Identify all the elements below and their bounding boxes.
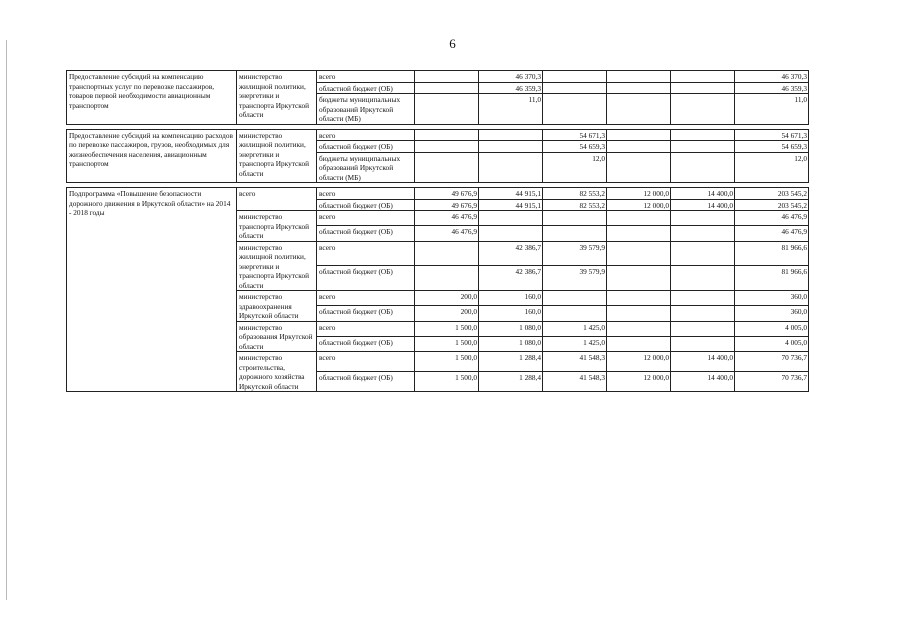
year-value-cell: 1 080,0 [479, 321, 543, 336]
year-value-cell [607, 226, 671, 241]
executor-cell: министерство жилищной политики, энергетики и транспорта Иркутской области [237, 129, 317, 183]
year-value-cell [479, 141, 543, 153]
year-value-cell: 1 500,0 [415, 321, 479, 336]
funding-source-cell: всего [317, 211, 415, 226]
total-cell: 54 671,3 [735, 129, 809, 141]
year-value-cell [607, 152, 671, 183]
year-value-cell: 46 359,3 [479, 82, 543, 94]
year-value-cell: 200,0 [415, 306, 479, 321]
funding-source-cell: областной бюджет (ОБ) [317, 141, 415, 153]
year-value-cell: 12 000,0 [607, 199, 671, 211]
year-value-cell: 160,0 [479, 306, 543, 321]
funding-source-cell: всего [317, 241, 415, 266]
funding-source-cell: всего [317, 188, 415, 200]
total-cell: 360,0 [735, 306, 809, 321]
year-value-cell: 200,0 [415, 291, 479, 306]
year-value-cell [415, 152, 479, 183]
funding-source-cell: областной бюджет (ОБ) [317, 226, 415, 241]
year-value-cell: 54 659,3 [543, 141, 607, 153]
year-value-cell: 12 000,0 [607, 372, 671, 392]
total-cell: 360,0 [735, 291, 809, 306]
year-value-cell [671, 321, 735, 336]
total-cell: 4 005,0 [735, 336, 809, 351]
year-value-cell: 82 553,2 [543, 188, 607, 200]
year-value-cell [607, 266, 671, 291]
total-cell: 54 659,3 [735, 141, 809, 153]
year-value-cell: 49 676,9 [415, 188, 479, 200]
year-value-cell [543, 94, 607, 125]
year-value-cell [415, 71, 479, 83]
year-value-cell [543, 82, 607, 94]
year-value-cell [671, 226, 735, 241]
year-value-cell [607, 94, 671, 125]
year-value-cell [671, 141, 735, 153]
funding-source-cell: областной бюджет (ОБ) [317, 336, 415, 351]
table-row [67, 188, 809, 200]
year-value-cell: 1 288,4 [479, 352, 543, 372]
funding-source-cell: бюджеты муниципальных образований Иркутской области (МБ) [317, 152, 415, 183]
year-value-cell: 14 400,0 [671, 188, 735, 200]
year-value-cell: 14 400,0 [671, 372, 735, 392]
funding-source-cell: всего [317, 352, 415, 372]
year-value-cell [607, 82, 671, 94]
year-value-cell [607, 336, 671, 351]
year-value-cell: 1 500,0 [415, 372, 479, 392]
year-value-cell [479, 226, 543, 241]
total-cell: 203 545,2 [735, 188, 809, 200]
funding-source-cell: всего [317, 129, 415, 141]
year-value-cell [415, 82, 479, 94]
year-value-cell [671, 211, 735, 226]
year-value-cell [671, 291, 735, 306]
year-value-cell [607, 241, 671, 266]
year-value-cell [543, 291, 607, 306]
year-value-cell: 39 579,9 [543, 266, 607, 291]
executor-cell: министерство строительства, дорожного хозяйства Иркутской области [237, 352, 317, 392]
year-value-cell: 1 425,0 [543, 321, 607, 336]
year-value-cell: 41 548,3 [543, 352, 607, 372]
budget-table [66, 70, 809, 392]
year-value-cell [543, 226, 607, 241]
year-value-cell [671, 94, 735, 125]
scan-edge-line [6, 40, 7, 600]
year-value-cell: 14 400,0 [671, 199, 735, 211]
year-value-cell [415, 94, 479, 125]
funding-source-cell: областной бюджет (ОБ) [317, 372, 415, 392]
year-value-cell: 11,0 [479, 94, 543, 125]
year-value-cell: 46 476,9 [415, 226, 479, 241]
year-value-cell [607, 211, 671, 226]
activity-title: Предоставление субсидий на компенсацию расходов по перевозке пассажиров, грузов, необходимых для жизнеобеспечения населения, авиационным транспортом [67, 129, 237, 183]
total-cell: 70 736,7 [735, 352, 809, 372]
executor-cell: министерство транспорта Иркутской области [237, 211, 317, 242]
year-value-cell: 1 500,0 [415, 336, 479, 351]
year-value-cell [415, 266, 479, 291]
year-value-cell [607, 321, 671, 336]
year-value-cell: 1 080,0 [479, 336, 543, 351]
activity-title: Подпрограмма «Повышение безопасности дорожного движения в Иркутской области» на 2014 - 2018 годы [67, 188, 237, 392]
total-cell: 46 476,9 [735, 211, 809, 226]
funding-source-cell: всего [317, 71, 415, 83]
funding-source-cell: областной бюджет (ОБ) [317, 306, 415, 321]
year-value-cell [671, 129, 735, 141]
year-value-cell [671, 71, 735, 83]
year-value-cell [543, 211, 607, 226]
total-cell: 46 476,9 [735, 226, 809, 241]
funding-source-cell: областной бюджет (ОБ) [317, 82, 415, 94]
funding-source-cell: всего [317, 291, 415, 306]
funding-source-cell: всего [317, 321, 415, 336]
year-value-cell: 1 500,0 [415, 352, 479, 372]
year-value-cell: 12,0 [543, 152, 607, 183]
year-value-cell [607, 71, 671, 83]
table-row [67, 71, 809, 83]
year-value-cell: 46 476,9 [415, 211, 479, 226]
year-value-cell: 44 915,1 [479, 188, 543, 200]
year-value-cell [671, 82, 735, 94]
year-value-cell [607, 141, 671, 153]
year-value-cell: 14 400,0 [671, 352, 735, 372]
year-value-cell [671, 152, 735, 183]
year-value-cell [607, 306, 671, 321]
funding-source-cell: бюджеты муниципальных образований Иркутской области (МБ) [317, 94, 415, 125]
year-value-cell [479, 152, 543, 183]
year-value-cell: 54 671,3 [543, 129, 607, 141]
year-value-cell: 49 676,9 [415, 199, 479, 211]
year-value-cell: 12 000,0 [607, 188, 671, 200]
year-value-cell [415, 241, 479, 266]
total-cell: 4 005,0 [735, 321, 809, 336]
executor-cell: министерство здравоохранения Иркутской области [237, 291, 317, 322]
executor-cell: министерство образования Иркутской области [237, 321, 317, 352]
year-value-cell: 42 386,7 [479, 241, 543, 266]
year-value-cell: 42 386,7 [479, 266, 543, 291]
executor-cell: всего [237, 188, 317, 211]
budget-table-body [67, 71, 809, 392]
total-cell: 46 359,3 [735, 82, 809, 94]
year-value-cell [415, 141, 479, 153]
total-cell: 81 966,6 [735, 266, 809, 291]
year-value-cell: 1 425,0 [543, 336, 607, 351]
funding-source-cell: областной бюджет (ОБ) [317, 266, 415, 291]
executor-cell: министерство жилищной политики, энергетики и транспорта Иркутской области [237, 71, 317, 125]
total-cell: 11,0 [735, 94, 809, 125]
year-value-cell: 39 579,9 [543, 241, 607, 266]
year-value-cell [671, 306, 735, 321]
year-value-cell [607, 129, 671, 141]
total-cell: 203 545,2 [735, 199, 809, 211]
year-value-cell [479, 129, 543, 141]
executor-cell: министерство жилищной политики, энергетики и транспорта Иркутской области [237, 241, 317, 291]
year-value-cell [671, 241, 735, 266]
year-value-cell [671, 336, 735, 351]
year-value-cell: 44 915,1 [479, 199, 543, 211]
table-row [67, 129, 809, 141]
year-value-cell [607, 291, 671, 306]
year-value-cell [479, 211, 543, 226]
year-value-cell: 12 000,0 [607, 352, 671, 372]
year-value-cell: 41 548,3 [543, 372, 607, 392]
year-value-cell: 1 288,4 [479, 372, 543, 392]
total-cell: 12,0 [735, 152, 809, 183]
year-value-cell [671, 266, 735, 291]
total-cell: 46 370,3 [735, 71, 809, 83]
year-value-cell [415, 129, 479, 141]
year-value-cell: 46 370,3 [479, 71, 543, 83]
total-cell: 70 736,7 [735, 372, 809, 392]
year-value-cell [543, 306, 607, 321]
year-value-cell: 160,0 [479, 291, 543, 306]
activity-title: Предоставление субсидий на компенсацию транспортных услуг по перевозке пассажиров, товаров первой необходимости авиационным транспортом [67, 71, 237, 125]
year-value-cell: 82 553,2 [543, 199, 607, 211]
year-value-cell [543, 71, 607, 83]
funding-source-cell: областной бюджет (ОБ) [317, 199, 415, 211]
total-cell: 81 966,6 [735, 241, 809, 266]
page-number: 6 [449, 36, 456, 51]
